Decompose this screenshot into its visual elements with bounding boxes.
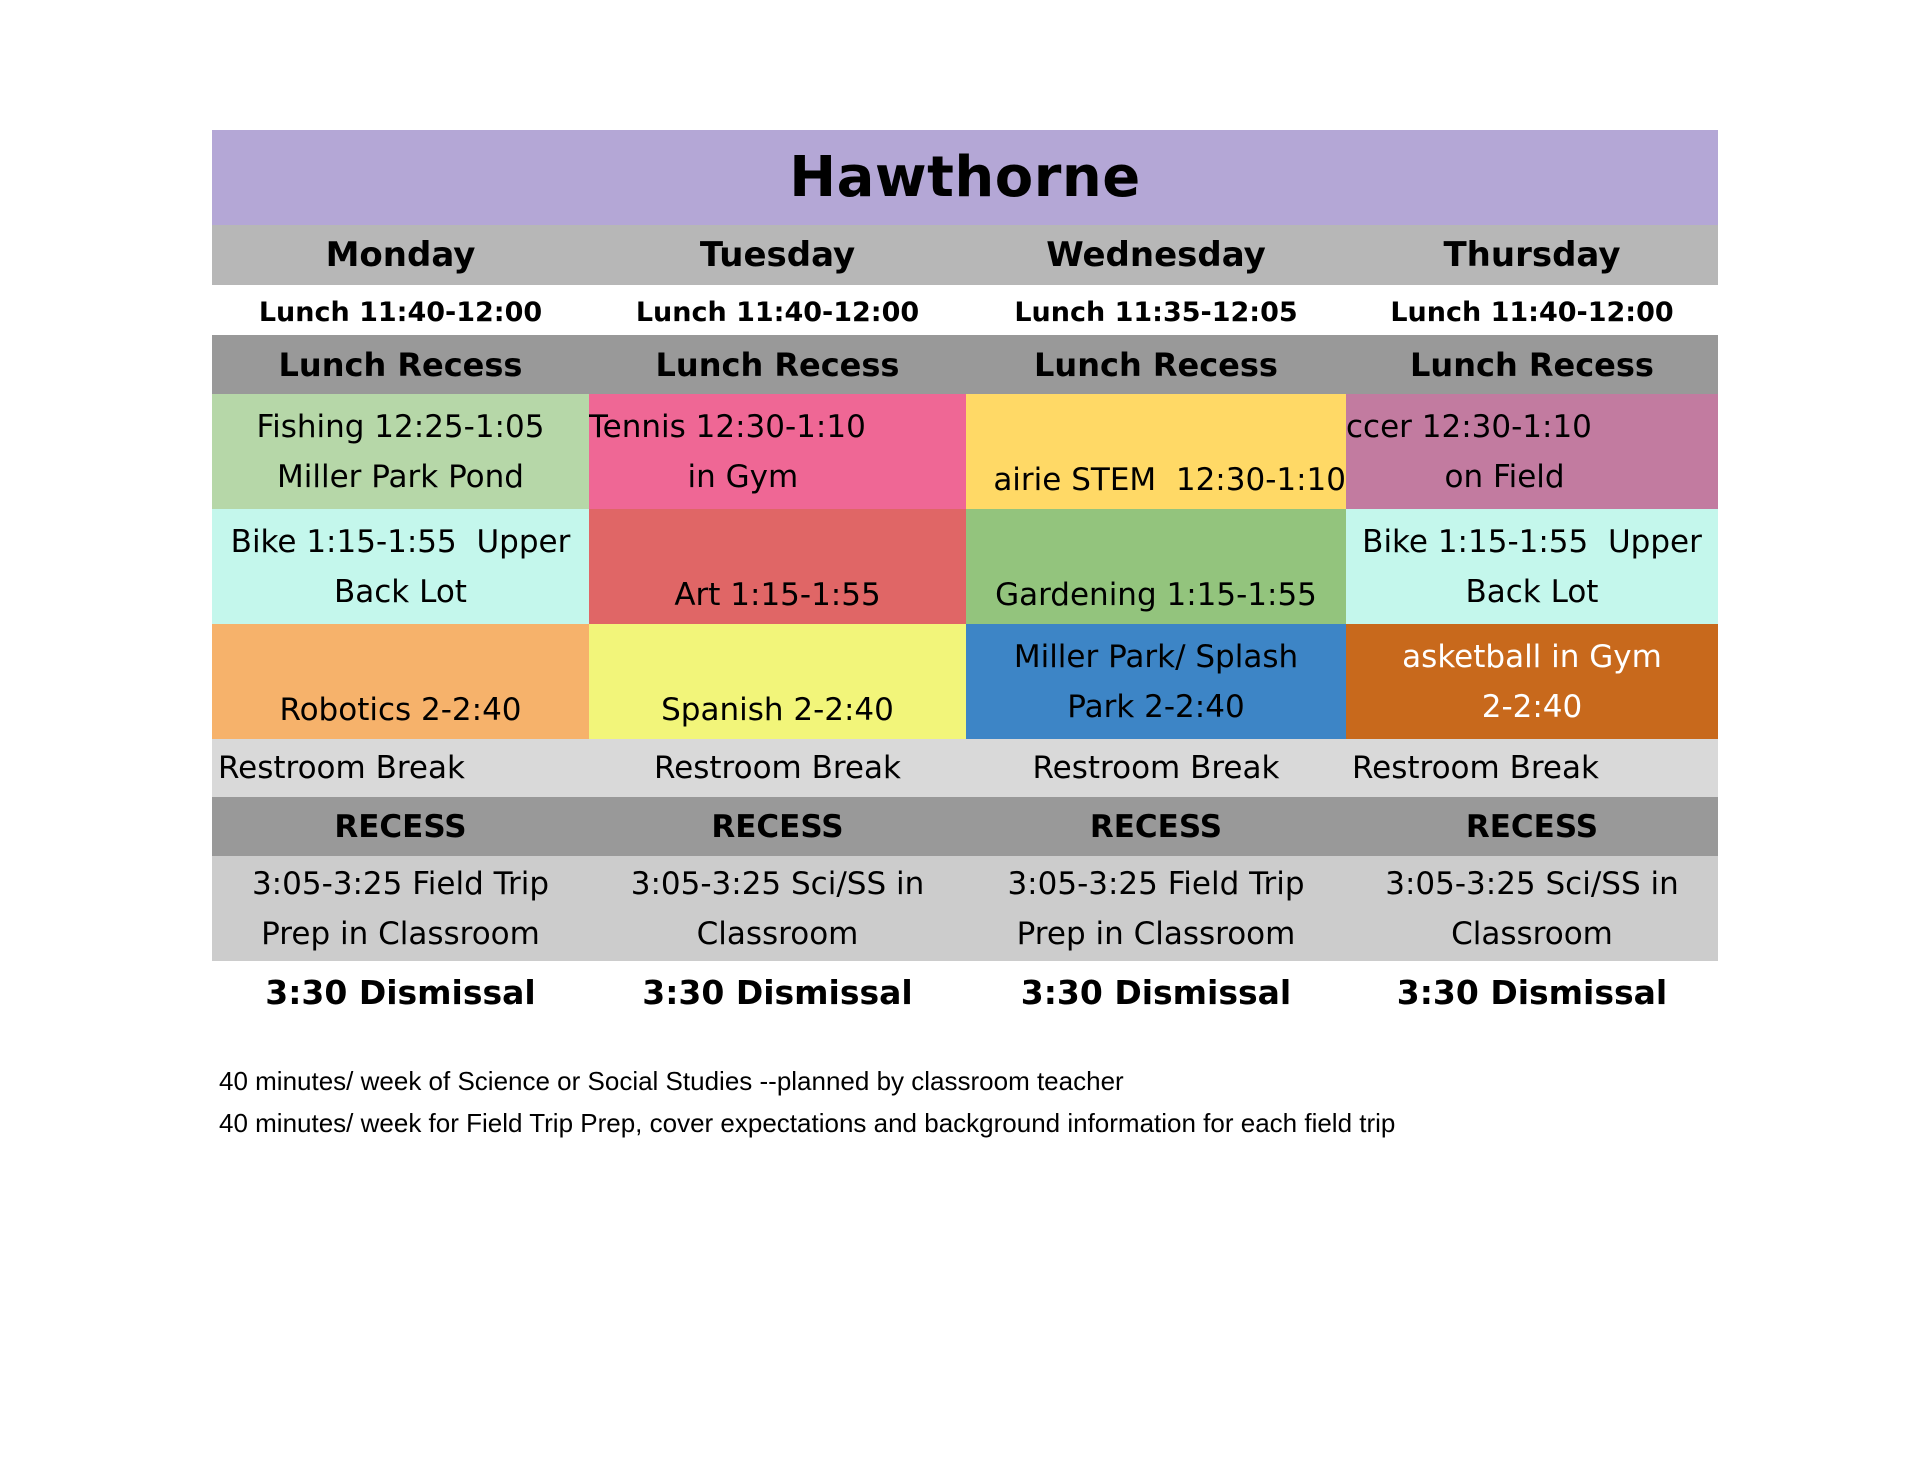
dismissal-tuesday: 3:30 Dismissal (589, 961, 966, 1023)
activity-fishing: Fishing 12:25-1:05 Miller Park Pond (212, 394, 589, 509)
recess-row (212, 797, 1718, 856)
afternoon-monday: 3:05-3:25 Field Trip Prep in Classroom (212, 856, 589, 961)
activity-gardening: Gardening 1:15-1:55 (966, 509, 1346, 624)
activity-block-1 (212, 394, 1718, 509)
lunch-recess-thursday: Lunch Recess (1346, 335, 1718, 394)
activity-block-3 (212, 624, 1718, 739)
schedule-table (212, 130, 1718, 1023)
activity-spanish: Spanish 2-2:40 (589, 624, 966, 739)
day-header-thursday: Thursday (1346, 225, 1718, 285)
dismissal-thursday: 3:30 Dismissal (1346, 961, 1718, 1023)
day-header-row (212, 225, 1718, 285)
activity-bike-thursday: Bike 1:15-1:55 Upper Back Lot (1346, 509, 1718, 624)
afternoon-tuesday: 3:05-3:25 Sci/SS in Classroom (589, 856, 966, 961)
restroom-thursday: Restroom Break (1346, 739, 1718, 797)
restroom-wednesday: Restroom Break (966, 739, 1346, 797)
afternoon-thursday: 3:05-3:25 Sci/SS in Classroom (1346, 856, 1718, 961)
recess-wednesday: RECESS (966, 797, 1346, 856)
restroom-tuesday: Restroom Break (589, 739, 966, 797)
note-science-social-studies: 40 minutes/ week of Science or Social Studies --planned by classroom teacher (219, 1066, 1124, 1096)
note-field-trip-prep: 40 minutes/ week for Field Trip Prep, cover expectations and background information for each field trip (219, 1108, 1396, 1138)
day-header-wednesday: Wednesday (966, 225, 1346, 285)
afternoon-wednesday: 3:05-3:25 Field Trip Prep in Classroom (966, 856, 1346, 961)
lunch-recess-row (212, 335, 1718, 394)
recess-monday: RECESS (212, 797, 589, 856)
page-title: Hawthorne (789, 145, 1141, 210)
lunch-recess-tuesday: Lunch Recess (589, 335, 966, 394)
lunch-time-wednesday: Lunch 11:35-12:05 (966, 285, 1346, 335)
lunch-time-monday: Lunch 11:40-12:00 (212, 285, 589, 335)
activity-prairie-stem: airie STEM 12:30-1:10 (966, 394, 1346, 509)
title-row (212, 130, 1718, 225)
day-header-tuesday: Tuesday (589, 225, 966, 285)
dismissal-wednesday: 3:30 Dismissal (966, 961, 1346, 1023)
recess-tuesday: RECESS (589, 797, 966, 856)
activity-bike-monday: Bike 1:15-1:55 Upper Back Lot (212, 509, 589, 624)
activity-art: Art 1:15-1:55 (589, 509, 966, 624)
activity-tennis: Tennis 12:30-1:10 in Gym (589, 394, 966, 509)
activity-robotics: Robotics 2-2:40 (212, 624, 589, 739)
restroom-monday: Restroom Break (212, 739, 589, 797)
activity-block-2 (212, 509, 1718, 624)
lunch-time-thursday: Lunch 11:40-12:00 (1346, 285, 1718, 335)
lunch-recess-wednesday: Lunch Recess (966, 335, 1346, 394)
lunch-row (212, 285, 1718, 335)
activity-basketball: asketball in Gym 2-2:40 (1346, 624, 1718, 739)
activity-miller-park-splash: Miller Park/ Splash Park 2-2:40 (966, 624, 1346, 739)
restroom-row (212, 739, 1718, 797)
lunch-recess-monday: Lunch Recess (212, 335, 589, 394)
notes (219, 1060, 1395, 1144)
recess-thursday: RECESS (1346, 797, 1718, 856)
afternoon-row (212, 856, 1718, 961)
day-header-monday: Monday (212, 225, 589, 285)
activity-soccer: ccer 12:30-1:10 on Field (1346, 394, 1718, 509)
lunch-time-tuesday: Lunch 11:40-12:00 (589, 285, 966, 335)
dismissal-row (212, 961, 1718, 1023)
dismissal-monday: 3:30 Dismissal (212, 961, 589, 1023)
